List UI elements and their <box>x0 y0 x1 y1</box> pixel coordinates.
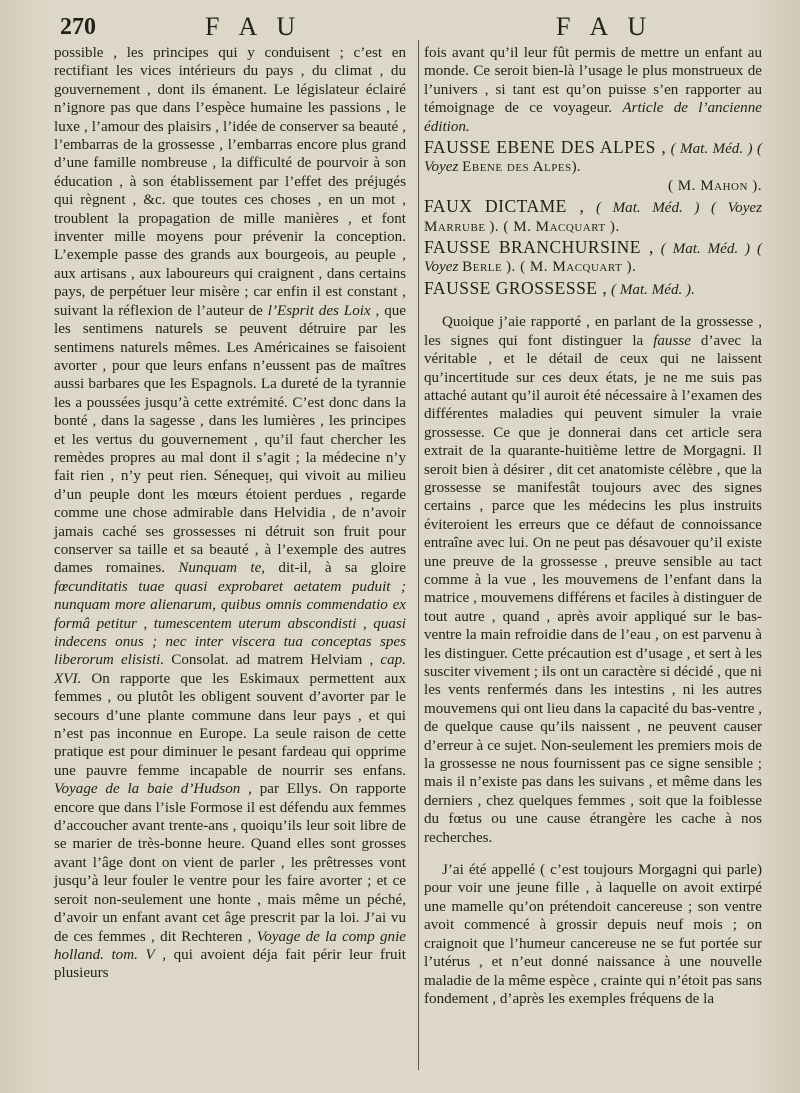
voyage-hudson-reference: Voyage de la baie d’Hudson <box>54 781 241 798</box>
entry-heading: FAUX DICTAME , <box>424 196 585 217</box>
entry-heading: FAUSSE EBENE DES ALPES , <box>424 137 667 158</box>
fausse-grossesse-paragraph-2: J’ai été appellé ( c’est toujours Morgagni qui parle) pour voir une jeune fille , à laquelle on avoit extirpé une mamelle qu’on prétendoit cancereuse ; son ventre avoit commencé à grossir depuis neuf mois ; on craignoit que l’humeur cancereuse ne se fut portée sur l’utérus , et n’eut donné naissance à une nouvelle maladie de la même espèce , crainte qui n’étoit pas sans fondement , d’après les exemples fréquens de la <box>424 862 762 1007</box>
left-column <box>54 44 406 983</box>
entry-fausse-branchursine: FAUSSE BRANCHURSINE , ( Mat. Méd. ) ( Voyez Berle ). ( M. Macquart ). <box>424 237 763 276</box>
fausse-grossesse-paragraph-1: Quoique j’aie rapporté , en parlant de la grossesse , les signes qui font distinguer la fausse d’avec la véritable , et le détail de ceux qui ne laissent qu’incertitude sur ces deux états, je ne me suis pas attaché autant qu’il auroit été nécessaire à l’examen des différentes maladies qui peuvent simuler la vraie grossesse. Ce que je donnerai dans cet article sera extrait de la quarante-huitième lettre de Morgagni. Il seroit bien à désirer , dit cet anatomiste célèbre , que la grossesse se manifestât toujours avec des signes certains , parce que les médecins les plus instruits éviteroient les erreurs que ce défaut de connoissance entraîne avec lui. On ne peut pas désavouer qu’il existe une preuve de la grossesse , preuve sensible au tact comme à la vue , les mouvemens de l’enfant dans la matrice , mouvemens différens et faciles à distinguer de tout autre , quand , après avoir appliqué sur le bas-ventre la main refroidie dans de l’eau , on est parvenu à les distinguer. Cette précaution est d’usage , et sert à les susciter vivement ; ils ont un caractère si décidé , que ni les vents renfermés dans les intestins , ni les autres mouvemens qui ont lieu dans la capacité du bas-ventre , de quelque cause qu’ils naissent , ne peuvent causer d’erreur à ce sujet. Non-seulement les premiers mois de la grossesse ne nous fournissent pas ce signe sensible ; mais il n’existe pas dans les suivans , et même dans les derniers , chez quelques femmes , soit que la foiblesse du fœtus ou une cause étrangère les cache à nos recherches. <box>424 314 762 846</box>
entry-author: ). ( M. Macquart ). <box>489 218 620 235</box>
running-head-left: F A U <box>205 12 303 41</box>
entry-fausse-grossesse: FAUSSE GROSSESSE , ( Mat. Méd. ). <box>424 277 695 298</box>
right-column <box>424 44 762 1008</box>
entry-fausse-ebene-des-alpes: FAUSSE EBENE DES ALPES , ( Mat. Méd. ) ( Voyez Ebene des Alpes). ( M. Mahon ). <box>424 137 762 194</box>
book-title-esprit-des-loix: l’Esprit des Loix <box>267 302 371 319</box>
running-head-right: F A U <box>556 12 654 41</box>
column-divider <box>418 40 419 1070</box>
entry-heading: FAUSSE GROSSESSE , <box>424 277 608 298</box>
right-column-continuation: fois avant qu’il leur fût permis de mettre un enfant au monde. Ce seroit bien-là l’usage le plus monstrueux de l’univers , si tant est qu’on puisse s’en rapporter au témoignage de ce voyageur. Article de l’ancienne édition. <box>424 45 762 135</box>
entry-heading: FAUSSE BRANCHURSINE , <box>424 237 654 258</box>
page-number: 270 <box>60 14 96 40</box>
voyage-holland-reference: Voyage de la comp gnie holland. tom. V <box>54 928 406 963</box>
page-header <box>0 12 800 42</box>
left-column-text: possible , les principes qui y conduisent ; c’est en rectifiant les vices intérieurs du pays , du climat , du gouvernement , dont ils émanent. Le législateur éclairé n’ignore pas que dans l’espèce humaine les passions , le luxe , l’amour des plaisirs , l’idée de conserver sa beauté , l’embarras de la grossesse , l’embarras encore plus grand d’une famille nombreuse , la difficulté de pourvoir à son éducation , à son établissement par l’effet des préjugés qui règnent , &c. que toutes ces choses , en un mot , troublent la propagation de mille manières , et font inventer mille moyens pour prévenir la conception. L’exemple passe des grands aux bourgeois, au peuple , aux artisans , aux laboureurs qui craignent , dans certains pays, de perpétuer leur misère ; car enfin il est constant , suivant la réflexion de l’auteur de l’Esprit des Loix , que les sentimens naturels se peuvent détruire par les sentimens naturels mêmes. Les Américaines se faisoient avorter , pour que leurs enfans n’eussent pas de maîtres aussi barbares que les Espagnols. La dureté de la tyrannie les a poussées jusqu’à cette extrémité. C’est donc dans la bonté , dans la sagesse , dans les lumières , les principes et les vertus du gouvernement , qu’il faut chercher les remèdes propres au mal dont il s’agit ; la médecine n’y fait rien , n’y peut rien. Sénequeᴉ, qui vivoit au milieu d’un peuple dont les mœurs étoient perdues , regarde comme une chose admirable dans Helvidia , de n’avoir jamais caché ses grossesses ni détruit son fruit pour conserver sa taille et sa beauté , à l’exemple des autres dames romaines. Nunquam te, dit-il, à sa gloire fœcunditatis tuae quasi exprobaret aetatem puduit ; nunquam more alienarum, quibus omnis commendatio ex formâ petitur , tumescentem uterum abscondisti , quasi indecens onus ; nec inter viscera tua conceptas spes liberorum elisisti. Consolat. ad matrem Helviam , cap. XVI. On rapporte que les Eskimaux permettent aux femmes , ou plutôt les obligent souvent d’avorter par le secours d’une plante commune dans leur pays , et qui n’est pas inconnue en Europe. La seule raison de cette pratique est pour diminuer le pesant fardeau qui opprime une pauvre femme incapable de nourrir ses enfans. Voyage de la baie d’Hudson , par Ellys. On rapporte encore que dans l’isle Formose il est défendu aux femmes d’accoucher avant trente-ans , quoiqu’ils leur soit libre de se marier de très-bonne heure. Quand elles sont grosses avant l’âge dont on vient de parler , les prêtresses vont jusqu’à leur fouler le ventre pour les faire avorter ; et ce seroit non-seulement une honte , mais même un péché, d’avoir un enfant avant cet âge prescrit par la loi. J’ai vu de ces femmes , dit Rechteren , Voyage de la comp gnie holland. tom. V , qui avoient déja fait périr leur fruit plusieurs <box>54 45 407 982</box>
chapter-reference: cap. XVI. <box>54 652 406 687</box>
entry-faux-dictame: FAUX DICTAME , ( Mat. Méd. ) ( Voyez Marrube ). ( M. Macquart ). <box>424 196 762 235</box>
entry-author: ). ( M. Macquart ). <box>506 259 637 276</box>
latin-quote-start: Nunquam te <box>178 560 262 577</box>
article-source-note: Article de l’ancienne édition. <box>424 100 762 135</box>
latin-quote: fœcunditatis tuae quasi exprobaret aetatem puduit ; nunquam more alienarum, quibus omnis commendatio ex formâ petitur , tumescentem uterum abscondisti , quasi indecens onus ; nec inter viscera tua conceptas spes liberorum elisisti. <box>54 578 406 669</box>
entry-author: ( M. Mahon ). <box>667 177 762 194</box>
